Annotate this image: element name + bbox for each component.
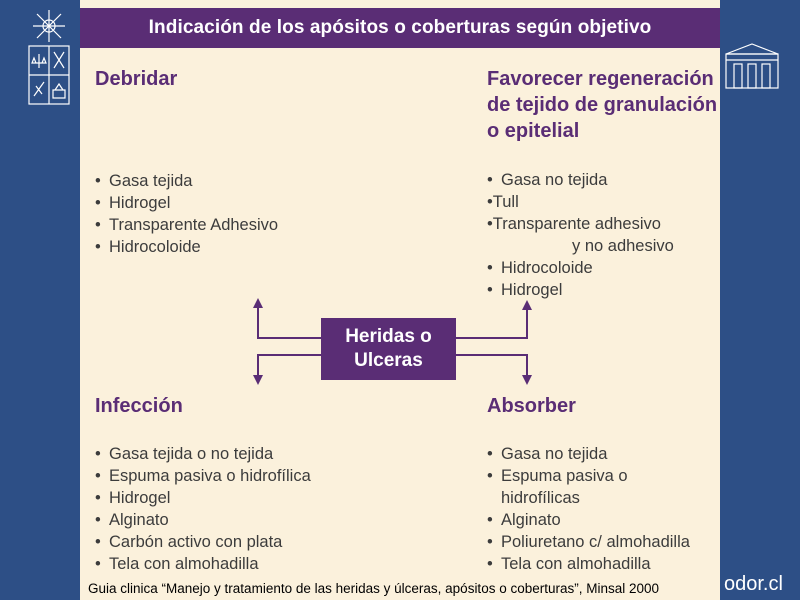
bullet-icon: • bbox=[95, 467, 101, 485]
bullet-icon: • bbox=[487, 259, 493, 277]
center-topic-box bbox=[321, 318, 456, 380]
heading-line: Favorecer regeneración bbox=[487, 68, 714, 90]
bullet-icon: • bbox=[95, 172, 101, 190]
item-text: Carbón activo con plata bbox=[109, 533, 283, 551]
bullet-icon: • bbox=[487, 171, 493, 189]
arrow-down-left-icon bbox=[258, 355, 321, 378]
item-text: Hidrogel bbox=[109, 489, 171, 507]
item-text: Espuma pasiva o hidrofílica bbox=[109, 467, 311, 485]
item-text: Tela con almohadilla bbox=[501, 555, 651, 573]
bullet-icon: • bbox=[95, 238, 101, 256]
bullet-icon: • bbox=[487, 445, 493, 463]
bullet-icon: • bbox=[95, 555, 101, 573]
arrow-head-icon bbox=[253, 375, 263, 385]
bullet-icon: • bbox=[95, 511, 101, 529]
footer-citation: Guia clinica “Manejo y tratamiento de las heridas y úlceras, apósitos o coberturas”, Minsal 2000 bbox=[88, 581, 660, 596]
item-text: Alginato bbox=[501, 511, 561, 529]
bullet-icon: • bbox=[487, 533, 493, 551]
item-text: Gasa no tejida bbox=[501, 445, 608, 463]
item-text: hidrofílicas bbox=[501, 489, 580, 507]
heading-line: de tejido de granulación bbox=[487, 94, 718, 116]
arrow-up-left-icon bbox=[258, 304, 321, 338]
item-text: Gasa tejida o no tejida bbox=[109, 445, 274, 463]
item-text: y no adhesivo bbox=[572, 237, 674, 255]
item-text: Transparente adhesivo bbox=[492, 215, 661, 233]
item-text: Transparente Adhesivo bbox=[109, 216, 279, 234]
arrow-head-icon bbox=[522, 375, 532, 385]
bullet-icon: • bbox=[487, 467, 493, 485]
item-text: Gasa no tejida bbox=[501, 171, 608, 189]
item-text: Poliuretano c/ almohadilla bbox=[501, 533, 690, 551]
bullet-icon: • bbox=[487, 193, 493, 211]
center-label: Ulceras bbox=[354, 350, 423, 371]
heading-line: Infección bbox=[95, 395, 183, 417]
item-text: Alginato bbox=[109, 511, 169, 529]
bullet-icon: • bbox=[487, 511, 493, 529]
arrow-head-icon bbox=[253, 298, 263, 308]
item-text: Gasa tejida bbox=[109, 172, 193, 190]
arrow-down-right-icon bbox=[456, 355, 527, 378]
center-label: Heridas o bbox=[345, 326, 432, 347]
slide-title: Indicación de los apósitos o coberturas según objetivo bbox=[148, 17, 652, 38]
bullet-icon: • bbox=[95, 533, 101, 551]
item-text: Hidrocoloide bbox=[109, 238, 201, 256]
item-text: Tull bbox=[492, 193, 519, 211]
item-text: Hidrocoloide bbox=[501, 259, 593, 277]
bullet-icon: • bbox=[95, 445, 101, 463]
heading-line: Absorber bbox=[487, 395, 576, 417]
arrow-up-right-icon bbox=[456, 306, 527, 338]
item-text: Tela con almohadilla bbox=[109, 555, 259, 573]
bullet-icon: • bbox=[95, 489, 101, 507]
heading-line: o epitelial bbox=[487, 120, 580, 142]
site-watermark: odor.cl bbox=[724, 573, 783, 595]
bullet-icon: • bbox=[487, 555, 493, 573]
bullet-icon: • bbox=[95, 194, 101, 212]
bullet-icon: • bbox=[487, 215, 493, 233]
item-text: Hidrogel bbox=[109, 194, 171, 212]
bullet-icon: • bbox=[487, 281, 493, 299]
heading-line: Debridar bbox=[95, 68, 178, 90]
item-text: Hidrogel bbox=[501, 281, 563, 299]
bullet-icon: • bbox=[95, 216, 101, 234]
arrow-head-icon bbox=[522, 300, 532, 310]
item-text: Espuma pasiva o bbox=[501, 467, 628, 485]
